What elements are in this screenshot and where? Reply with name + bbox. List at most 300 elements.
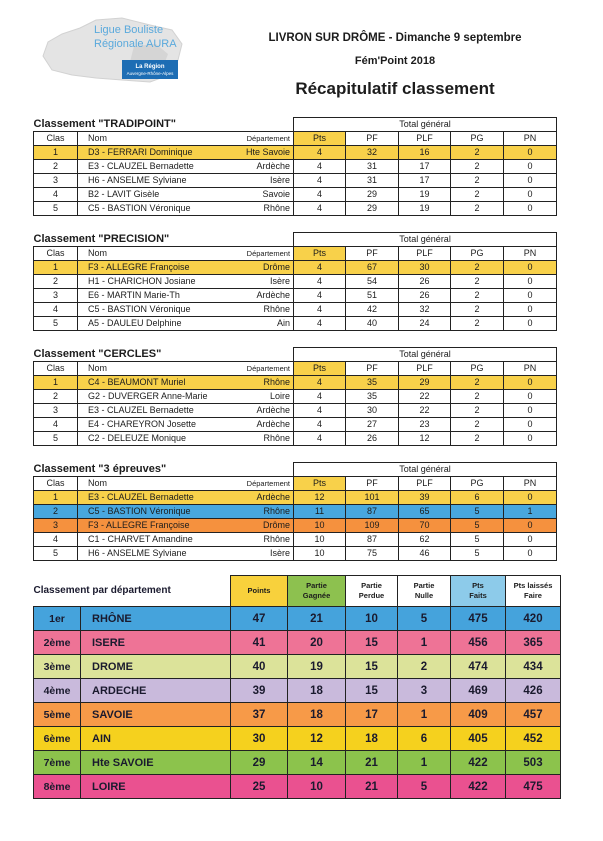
total-general-header: Total général — [294, 463, 557, 477]
plf-column-header: PLF — [399, 247, 451, 261]
pn-cell: 0 — [504, 146, 557, 160]
perdue-cell: 10 — [346, 607, 398, 631]
department-row — [34, 775, 561, 799]
pf-cell: 101 — [346, 491, 399, 505]
ranking-table-3-epreuves — [33, 462, 556, 561]
region-badge — [122, 60, 178, 79]
nom-column-header: Nom — [78, 362, 238, 376]
plf-cell: 17 — [399, 160, 451, 174]
pg-column-header: PG — [451, 132, 504, 146]
points-cell: 25 — [231, 775, 288, 799]
pn-column-header: PN — [504, 477, 557, 491]
section-title: Classement "3 épreuves" — [34, 463, 294, 477]
perdue-cell: 17 — [346, 703, 398, 727]
department-header-row — [34, 576, 561, 607]
nom-cell: C5 - BASTION Véronique — [78, 202, 238, 216]
pn-cell: 0 — [504, 432, 557, 446]
title-row — [34, 118, 557, 132]
nom-cell: H6 - ANSELME Sylviane — [78, 174, 238, 188]
clas-cell: 5 — [34, 317, 78, 331]
department-rank: 8ème — [34, 775, 81, 799]
department-section-title: Classement par département — [34, 576, 231, 607]
gagnee-cell: 18 — [288, 679, 346, 703]
perdue-cell: 15 — [346, 679, 398, 703]
pts-cell: 4 — [294, 390, 346, 404]
points-cell: 30 — [231, 727, 288, 751]
nom-cell: E3 - CLAUZEL Bernadette — [78, 491, 238, 505]
pts-cell: 4 — [294, 261, 346, 275]
nom-cell: E3 - CLAUZEL Bernadette — [78, 404, 238, 418]
departement-column-header: Département — [238, 477, 294, 491]
nulle-cell: 6 — [398, 727, 451, 751]
pg-cell: 2 — [451, 303, 504, 317]
ranking-row — [34, 547, 557, 561]
clas-cell: 4 — [34, 418, 78, 432]
pf-cell: 35 — [346, 376, 399, 390]
pf-cell: 87 — [346, 533, 399, 547]
nom-cell: C5 - BASTION Véronique — [78, 505, 238, 519]
pg-cell: 2 — [451, 261, 504, 275]
clas-cell: 1 — [34, 376, 78, 390]
nulle-cell: 2 — [398, 655, 451, 679]
ranking-grid — [33, 462, 557, 561]
faits-cell: 475 — [451, 607, 506, 631]
departement-cell: Drôme — [238, 519, 294, 533]
nom-cell: H6 - ANSELME Sylviane — [78, 547, 238, 561]
departement-cell: Isère — [238, 275, 294, 289]
pg-cell: 2 — [451, 174, 504, 188]
region-badge-subtitle: Auvergne-Rhône-Alpes — [126, 71, 174, 76]
departement-cell: Savoie — [238, 188, 294, 202]
nom-cell: B2 - LAVIT Gisèle — [78, 188, 238, 202]
column-header-row — [34, 247, 557, 261]
pn-cell: 0 — [504, 404, 557, 418]
pts-column-header: Pts — [294, 132, 346, 146]
clas-cell: 5 — [34, 202, 78, 216]
pts-cell: 10 — [294, 533, 346, 547]
pf-cell: 87 — [346, 505, 399, 519]
department-row — [34, 727, 561, 751]
department-rank: 3ème — [34, 655, 81, 679]
departement-cell: Rhône — [238, 533, 294, 547]
faits-cell: 474 — [451, 655, 506, 679]
plf-cell: 24 — [399, 317, 451, 331]
pts-column-header: Pts — [294, 362, 346, 376]
departement-column-header: Département — [238, 247, 294, 261]
nom-column-header: Nom — [78, 477, 238, 491]
ranking-row — [34, 390, 557, 404]
department-name: ARDECHE — [81, 679, 231, 703]
clas-cell: 2 — [34, 275, 78, 289]
plf-column-header: PLF — [399, 132, 451, 146]
departement-cell: Rhône — [238, 505, 294, 519]
pg-cell: 2 — [451, 289, 504, 303]
nom-cell: E4 - CHAREYRON Josette — [78, 418, 238, 432]
pf-cell: 26 — [346, 432, 399, 446]
points-cell: 39 — [231, 679, 288, 703]
ranking-row — [34, 202, 557, 216]
nulle-column-header: Partie Nulle — [398, 576, 451, 607]
department-rank: 7ème — [34, 751, 81, 775]
pn-cell: 0 — [504, 303, 557, 317]
department-row — [34, 607, 561, 631]
pg-cell: 5 — [451, 533, 504, 547]
departement-cell: Hte Savoie — [238, 146, 294, 160]
clas-cell: 4 — [34, 533, 78, 547]
laisses-cell: 475 — [506, 775, 561, 799]
ranking-row — [34, 303, 557, 317]
gagnee-column-header: Partie Gagnée — [288, 576, 346, 607]
departement-cell: Ardèche — [238, 491, 294, 505]
pg-cell: 2 — [451, 275, 504, 289]
ranking-row — [34, 533, 557, 547]
ranking-row — [34, 261, 557, 275]
pg-cell: 6 — [451, 491, 504, 505]
ranking-table-tradipoint — [33, 117, 556, 216]
departement-cell: Rhône — [238, 432, 294, 446]
pf-cell: 40 — [346, 317, 399, 331]
pn-cell: 0 — [504, 519, 557, 533]
title-row — [34, 348, 557, 362]
ranking-body — [34, 233, 557, 331]
nom-cell: C1 - CHARVET Amandine — [78, 533, 238, 547]
pts-cell: 4 — [294, 432, 346, 446]
pts-cell: 4 — [294, 202, 346, 216]
pn-cell: 0 — [504, 202, 557, 216]
pg-cell: 5 — [451, 519, 504, 533]
plf-column-header: PLF — [399, 362, 451, 376]
points-cell: 40 — [231, 655, 288, 679]
pts-cell: 4 — [294, 275, 346, 289]
department-name: AIN — [81, 727, 231, 751]
clas-column-header: Clas — [34, 132, 78, 146]
nulle-cell: 5 — [398, 775, 451, 799]
pg-cell: 2 — [451, 418, 504, 432]
pg-cell: 2 — [451, 202, 504, 216]
nom-cell: D3 - FERRARI Dominique — [78, 146, 238, 160]
pts-cell: 11 — [294, 505, 346, 519]
laisses-cell: 457 — [506, 703, 561, 727]
nom-cell: E6 - MARTIN Marie-Th — [78, 289, 238, 303]
column-header-row — [34, 132, 557, 146]
gagnee-cell: 14 — [288, 751, 346, 775]
section-title: Classement "TRADIPOINT" — [34, 118, 294, 132]
pn-cell: 0 — [504, 275, 557, 289]
gagnee-cell: 20 — [288, 631, 346, 655]
department-row — [34, 751, 561, 775]
ranking-table-precision — [33, 232, 556, 331]
pts-column-header: Pts — [294, 247, 346, 261]
department-rank: 5ème — [34, 703, 81, 727]
event-edition: Fém'Point 2018 — [354, 55, 436, 67]
gagnee-cell: 10 — [288, 775, 346, 799]
nulle-cell: 1 — [398, 631, 451, 655]
department-body — [34, 576, 561, 799]
nulle-cell: 1 — [398, 703, 451, 727]
nom-column-header: Nom — [78, 247, 238, 261]
pf-cell: 75 — [346, 547, 399, 561]
section-title: Classement "CERCLES" — [34, 348, 294, 362]
total-general-header: Total général — [294, 118, 557, 132]
department-rank: 1er — [34, 607, 81, 631]
departement-cell: Isère — [238, 174, 294, 188]
plf-cell: 39 — [399, 491, 451, 505]
laisses-column-header: Pts laissés Faire — [506, 576, 561, 607]
departement-cell: Rhône — [238, 202, 294, 216]
pts-cell: 4 — [294, 404, 346, 418]
pts-cell: 4 — [294, 174, 346, 188]
pg-column-header: PG — [451, 477, 504, 491]
nom-cell: E3 - CLAUZEL Bernadette — [78, 160, 238, 174]
department-name: DROME — [81, 655, 231, 679]
departement-cell: Rhône — [238, 376, 294, 390]
pts-column-header: Pts — [294, 477, 346, 491]
ranking-row — [34, 491, 557, 505]
points-cell: 37 — [231, 703, 288, 727]
departement-column-header: Département — [238, 132, 294, 146]
pf-cell: 35 — [346, 390, 399, 404]
pn-column-header: PN — [504, 247, 557, 261]
clas-cell: 1 — [34, 261, 78, 275]
clas-cell: 4 — [34, 303, 78, 317]
ranking-body — [34, 463, 557, 561]
ranking-row — [34, 174, 557, 188]
pg-column-header: PG — [451, 247, 504, 261]
pn-cell: 0 — [504, 289, 557, 303]
pf-cell: 32 — [346, 146, 399, 160]
pg-cell: 2 — [451, 376, 504, 390]
laisses-cell: 420 — [506, 607, 561, 631]
clas-cell: 3 — [34, 404, 78, 418]
plf-cell: 26 — [399, 289, 451, 303]
plf-cell: 70 — [399, 519, 451, 533]
departement-cell: Ardèche — [238, 160, 294, 174]
pf-cell: 31 — [346, 160, 399, 174]
clas-column-header: Clas — [34, 247, 78, 261]
pts-cell: 4 — [294, 376, 346, 390]
ranking-row — [34, 505, 557, 519]
nulle-cell: 5 — [398, 607, 451, 631]
points-column-header: Points — [231, 576, 288, 607]
faits-cell: 422 — [451, 751, 506, 775]
pts-cell: 4 — [294, 146, 346, 160]
perdue-cell: 21 — [346, 751, 398, 775]
ranking-row — [34, 418, 557, 432]
ranking-row — [34, 376, 557, 390]
plf-cell: 23 — [399, 418, 451, 432]
pn-cell: 0 — [504, 160, 557, 174]
pg-cell: 2 — [451, 188, 504, 202]
department-row — [34, 703, 561, 727]
pf-column-header: PF — [346, 247, 399, 261]
ranking-body — [34, 118, 557, 216]
plf-cell: 22 — [399, 390, 451, 404]
points-cell: 47 — [231, 607, 288, 631]
pn-cell: 0 — [504, 317, 557, 331]
department-row — [34, 631, 561, 655]
section-title: Classement "PRECISION" — [34, 233, 294, 247]
clas-cell: 2 — [34, 505, 78, 519]
ranking-row — [34, 188, 557, 202]
pg-cell: 2 — [451, 160, 504, 174]
pts-cell: 4 — [294, 303, 346, 317]
plf-cell: 46 — [399, 547, 451, 561]
department-row — [34, 679, 561, 703]
ranking-row — [34, 289, 557, 303]
pg-column-header: PG — [451, 362, 504, 376]
nom-cell: G2 - DUVERGER Anne-Marie — [78, 390, 238, 404]
nulle-cell: 1 — [398, 751, 451, 775]
pts-cell: 10 — [294, 519, 346, 533]
pg-cell: 2 — [451, 390, 504, 404]
total-general-header: Total général — [294, 348, 557, 362]
plf-column-header: PLF — [399, 477, 451, 491]
department-name: RHÔNE — [81, 607, 231, 631]
ranking-grid — [33, 232, 557, 331]
perdue-cell: 15 — [346, 631, 398, 655]
clas-cell: 2 — [34, 160, 78, 174]
department-rank: 2ème — [34, 631, 81, 655]
pg-cell: 2 — [451, 317, 504, 331]
pg-cell: 5 — [451, 547, 504, 561]
pf-cell: 54 — [346, 275, 399, 289]
plf-cell: 19 — [399, 188, 451, 202]
nom-cell: F3 - ALLEGRE Françoise — [78, 261, 238, 275]
clas-cell: 1 — [34, 146, 78, 160]
departement-cell: Isère — [238, 547, 294, 561]
clas-cell: 3 — [34, 174, 78, 188]
pn-column-header: PN — [504, 362, 557, 376]
title-row — [34, 463, 557, 477]
pts-cell: 4 — [294, 418, 346, 432]
column-header-row — [34, 477, 557, 491]
plf-cell: 30 — [399, 261, 451, 275]
nom-column-header: Nom — [78, 132, 238, 146]
departement-cell: Loire — [238, 390, 294, 404]
clas-cell: 3 — [34, 289, 78, 303]
plf-cell: 62 — [399, 533, 451, 547]
department-name: Hte SAVOIE — [81, 751, 231, 775]
departement-column-header: Département — [238, 362, 294, 376]
region-badge-title: La Région — [135, 64, 165, 70]
pn-cell: 0 — [504, 174, 557, 188]
department-name: LOIRE — [81, 775, 231, 799]
laisses-cell: 503 — [506, 751, 561, 775]
plf-cell: 16 — [399, 146, 451, 160]
clas-cell: 3 — [34, 519, 78, 533]
clas-cell: 5 — [34, 432, 78, 446]
gagnee-cell: 19 — [288, 655, 346, 679]
perdue-cell: 15 — [346, 655, 398, 679]
pn-cell: 0 — [504, 418, 557, 432]
column-header-row — [34, 362, 557, 376]
pg-cell: 2 — [451, 404, 504, 418]
department-name: SAVOIE — [81, 703, 231, 727]
pn-cell: 0 — [504, 261, 557, 275]
pts-cell: 12 — [294, 491, 346, 505]
ranking-body — [34, 348, 557, 446]
pg-cell: 2 — [451, 432, 504, 446]
departement-cell: Ardèche — [238, 418, 294, 432]
plf-cell: 22 — [399, 404, 451, 418]
pf-cell: 42 — [346, 303, 399, 317]
pts-cell: 10 — [294, 547, 346, 561]
nom-cell: F3 - ALLEGRE Françoise — [78, 519, 238, 533]
department-rank: 4ème — [34, 679, 81, 703]
ranking-row — [34, 519, 557, 533]
department-row — [34, 655, 561, 679]
nom-cell: A5 - DAULEU Delphine — [78, 317, 238, 331]
pn-cell: 0 — [504, 533, 557, 547]
nom-cell: H1 - CHARICHON Josiane — [78, 275, 238, 289]
clas-cell: 4 — [34, 188, 78, 202]
ranking-row — [34, 146, 557, 160]
plf-cell: 26 — [399, 275, 451, 289]
pn-cell: 1 — [504, 505, 557, 519]
pf-column-header: PF — [346, 477, 399, 491]
faits-cell: 409 — [451, 703, 506, 727]
pf-cell: 31 — [346, 174, 399, 188]
pf-cell: 109 — [346, 519, 399, 533]
plf-cell: 19 — [399, 202, 451, 216]
event-location-date: LIVRON SUR DRÔME - Dimanche 9 septembre — [268, 32, 522, 44]
pf-cell: 27 — [346, 418, 399, 432]
gagnee-cell: 18 — [288, 703, 346, 727]
clas-column-header: Clas — [34, 477, 78, 491]
clas-cell: 1 — [34, 491, 78, 505]
department-rank: 6ème — [34, 727, 81, 751]
logo-text-line2: Régionale AURA — [94, 38, 177, 50]
pf-cell: 29 — [346, 188, 399, 202]
pn-cell: 0 — [504, 390, 557, 404]
pf-cell: 29 — [346, 202, 399, 216]
pts-cell: 4 — [294, 289, 346, 303]
departement-cell: Ardèche — [238, 404, 294, 418]
nom-cell: C5 - BASTION Véronique — [78, 303, 238, 317]
pf-cell: 30 — [346, 404, 399, 418]
gagnee-cell: 12 — [288, 727, 346, 751]
pn-cell: 0 — [504, 491, 557, 505]
departement-cell: Ain — [238, 317, 294, 331]
ligue-bouliste-logo — [38, 16, 188, 86]
ranking-row — [34, 275, 557, 289]
pts-cell: 4 — [294, 317, 346, 331]
perdue-cell: 18 — [346, 727, 398, 751]
ranking-row — [34, 404, 557, 418]
laisses-cell: 426 — [506, 679, 561, 703]
ranking-row — [34, 160, 557, 174]
plf-cell: 65 — [399, 505, 451, 519]
ranking-grid — [33, 117, 557, 216]
laisses-cell: 452 — [506, 727, 561, 751]
ranking-grid — [33, 347, 557, 446]
pts-cell: 4 — [294, 160, 346, 174]
laisses-cell: 434 — [506, 655, 561, 679]
pn-column-header: PN — [504, 132, 557, 146]
department-ranking-table — [33, 575, 560, 799]
laisses-cell: 365 — [506, 631, 561, 655]
pn-cell: 0 — [504, 547, 557, 561]
faits-cell: 469 — [451, 679, 506, 703]
ranking-table-cercles — [33, 347, 556, 446]
logo-text-line1: Ligue Bouliste — [94, 24, 164, 36]
title-row — [34, 233, 557, 247]
page-title: Récapitulatif classement — [295, 79, 495, 98]
faits-column-header: Pts Faits — [451, 576, 506, 607]
clas-cell: 5 — [34, 547, 78, 561]
nom-cell: C4 - BEAUMONT Muriel — [78, 376, 238, 390]
pn-cell: 0 — [504, 188, 557, 202]
